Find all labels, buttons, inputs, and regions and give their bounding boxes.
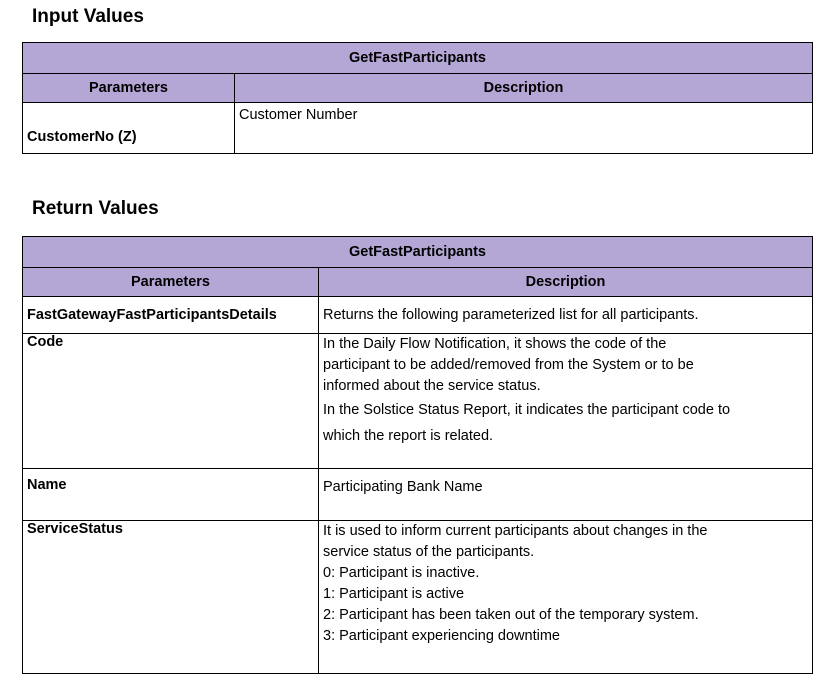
description-line: service status of the participants.: [323, 544, 535, 560]
table-row: [23, 469, 813, 521]
table-row: [23, 297, 813, 334]
description-line: 3: Participant experiencing downtime: [323, 628, 560, 644]
column-header-parameters: Parameters: [23, 74, 235, 103]
column-header-description: Description: [235, 74, 813, 103]
description-line: Participating Bank Name: [323, 479, 483, 495]
description-line: In the Daily Flow Notification, it shows the code of the: [323, 336, 667, 352]
table-row: [23, 334, 813, 469]
input-values-table: [22, 42, 813, 154]
parameter-description: [235, 103, 813, 154]
column-header-parameters: Parameters: [23, 268, 319, 297]
return-values-heading: Return Values: [32, 198, 159, 219]
table-title: GetFastParticipants: [23, 43, 813, 74]
description-line: 2: Participant has been taken out of the temporary system.: [323, 607, 699, 623]
description-line: participant to be added/removed from the System or to be: [323, 357, 694, 373]
table-title: GetFastParticipants: [23, 237, 813, 268]
parameter-description: [319, 297, 813, 334]
return-values-table: [22, 236, 813, 674]
parameter-description: [319, 469, 813, 521]
input-values-heading: Input Values: [32, 6, 144, 27]
parameter-name: FastGatewayFastParticipantsDetails: [23, 297, 319, 334]
table-row: [23, 521, 813, 674]
description-line: Returns the following parameterized list for all participants.: [323, 306, 699, 323]
table-row: [23, 103, 813, 154]
parameter-description: [319, 521, 813, 674]
parameter-name: Name: [23, 469, 319, 521]
description-line: 0: Participant is inactive.: [323, 565, 480, 581]
parameter-name: Code: [23, 334, 319, 469]
parameter-name: CustomerNo (Z): [23, 103, 235, 154]
parameter-name: ServiceStatus: [23, 521, 319, 674]
description-line: informed about the service status.: [323, 378, 541, 394]
description-line: In the Solstice Status Report, it indicates the participant code to: [323, 402, 731, 418]
column-header-description: Description: [319, 268, 813, 297]
description-line: Customer Number: [239, 107, 358, 123]
parameter-description: [319, 334, 813, 469]
description-line: which the report is related.: [323, 428, 494, 444]
description-line: It is used to inform current participants about changes in the: [323, 523, 708, 539]
description-line: 1: Participant is active: [323, 586, 465, 602]
